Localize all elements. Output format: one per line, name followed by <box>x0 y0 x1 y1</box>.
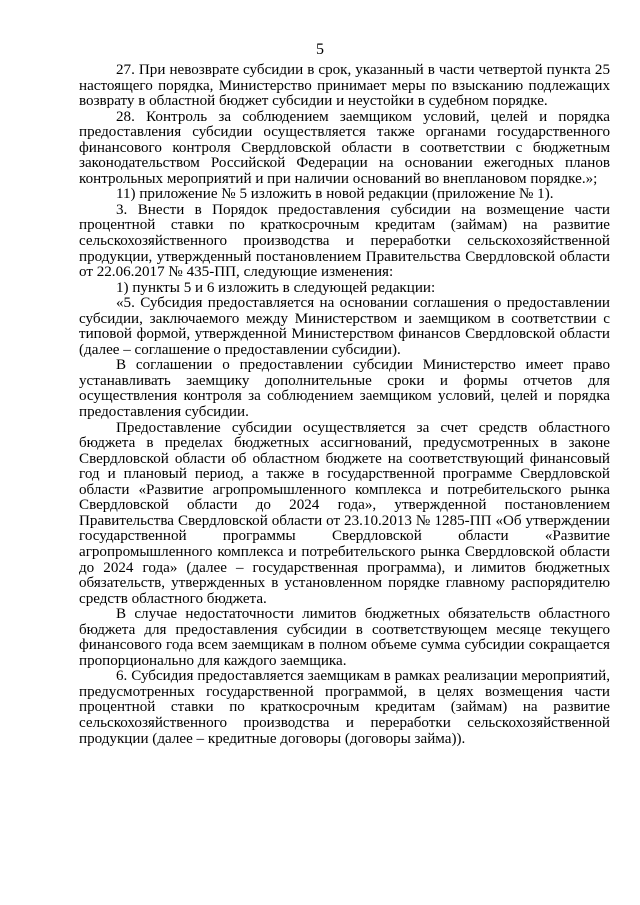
paragraph-item-3: 3. Внести в Порядок предоставления субсидии на возмещение части процентной ставки по краткосрочным кредитам (займам) на развитие сельскохозяйственного производства и переработки сельскохозяйственной продукции, утвержденный постановлением Правительства Свердловской области от 22.06.2017 № 435-ПП, следующие изменения: <box>79 201 610 281</box>
page-number: 5 <box>316 41 324 58</box>
document-body <box>79 63 610 747</box>
paragraph-limit-shortage: В случае недостаточности лимитов бюджетных обязательств областного бюджета для предоставления субсидии в соответствующем месяце текущего финансового года всем заемщикам в полном объеме сумма субсидии сокращается пропорционально для каждого заемщика. <box>79 606 610 669</box>
paragraph-item-27: 27. При невозврате субсидии в срок, указанный в части четвертой пункта 25 настоящего порядка, Министерство принимает меры по взысканию подлежащих возврату в областной бюджет субсидии и неустойки в судебном порядке. <box>79 62 610 110</box>
paragraph-item-5: «5. Субсидия предоставляется на основании соглашения о предоставлении субсидии, заключаемого между Министерством и заемщиком в соответствии с типовой формой, утвержденной Министерством финансов Свердловской области (далее – соглашение о предоставлении субсидии). <box>79 295 610 358</box>
paragraph-subitem-1: 1) пункты 5 и 6 изложить в следующей редакции: <box>116 279 436 296</box>
paragraph-agreement-terms: В соглашении о предоставлении субсидии Министерство имеет право устанавливать заемщику дополнительные сроки и формы отчетов для осуществления контроля за соблюдением заемщиком условий, целей и порядка предоставления субсидии. <box>79 357 610 421</box>
paragraph-item-28: 28. Контроль за соблюдением заемщиком условий, целей и порядка предоставления субсидии осуществляется также органами государственного финансового контроля Свердловской области в соответствии с бюджетным законодательством Российской Федерации на основании ежегодных планов контрольных мероприятий и при наличии оснований во внеплановом порядке.»; <box>79 108 610 187</box>
paragraph-item-6: 6. Субсидия предоставляется заемщикам в рамках реализации мероприятий, предусмотренных государственной программой, в целях возмещения части процентной ставки по краткосрочным кредитам (займам) на развитие сельскохозяйственного производства и переработки сельскохозяйственной продукции (далее – кредитные договоры (договоры займа)). <box>79 668 610 747</box>
paragraph-funding-source: Предоставление субсидии осуществляется за счет средств областного бюджета в пределах бюджетных ассигнований, предусмотренных в законе Свердловской области об областном бюджете на соответствующий финансовый год и плановый период, а также в государственной программе Свердловской области «Развитие агропромышленного комплекса и потребительского рынка Свердловской области до 2024 года», утвержденной постановлением Правительства Свердловской области от 23.10.2013 № 1285-ПП «Об утверждении государственной программы Свердловской области «Развитие агропромышленного комплекса и потребительского рынка Свердловской области до 2024 года» (далее – государственная программа), и лимитов бюджетных обязательств, утвержденных в установленном порядке главному распорядителю средств областного бюджета. <box>79 419 610 607</box>
paragraph-subitem-11: 11) приложение № 5 изложить в новой редакции (приложение № 1). <box>116 186 554 203</box>
